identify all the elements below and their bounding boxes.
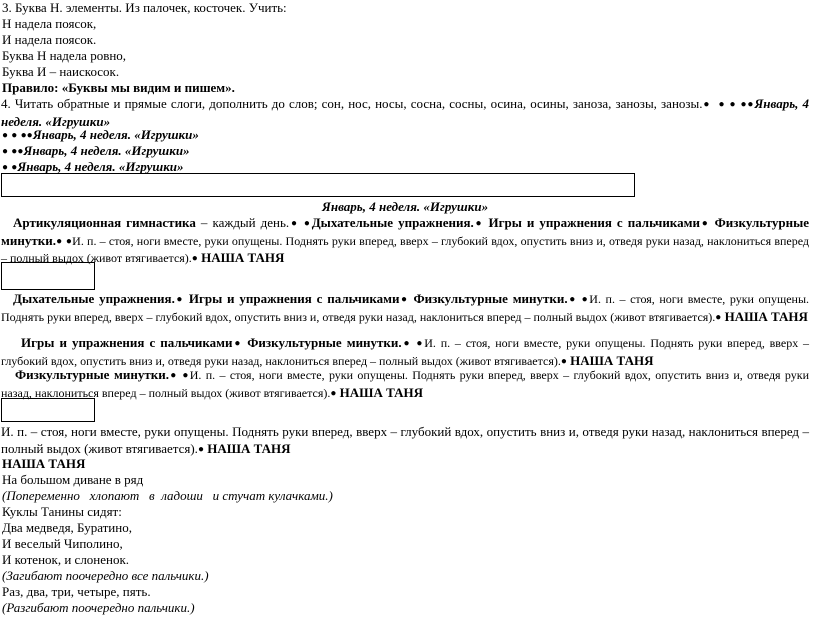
poem-line: (Разгибают поочередно пальчики.) — [2, 600, 195, 615]
breath-title: Дыхательные упражнения. — [311, 215, 474, 230]
poem-line: Раз, два, три, четыре, пять. — [2, 584, 151, 599]
bullet: ● — [747, 99, 755, 110]
poem-line: И котенок, и слоненок. — [2, 552, 130, 567]
exercise-paragraph — [1, 424, 809, 458]
bullet: ● — [303, 218, 312, 229]
poem-title-inline: НАША ТАНЯ — [201, 250, 285, 266]
poem-title-inline: НАША ТАНЯ — [570, 352, 654, 368]
empty-frame — [1, 173, 635, 197]
text-line: Н надела поясок, — [2, 16, 97, 31]
empty-frame — [1, 398, 95, 422]
heading-inline: Январь, 4 неделя. «Игрушки» — [1, 96, 810, 129]
exercise-text: И. п. – стоя, ноги вместе, руки опущены. Поднять руки вперед, вверх – глубокий вдох, опустить вниз и, отведя руки назад, наклониться вперед – полный выдох (живот втягивается). — [1, 292, 810, 324]
task4-text: 4. Читать обратные и прямые слоги, дополнить до слов; сон, нос, носы, сосна, сосны, осина, осины, заноза, занозы, занозы. — [1, 96, 703, 111]
fingers-title: Игры и упражнения с пальчиками — [21, 335, 233, 350]
bullet: ● — [729, 99, 737, 110]
poem-line: (Загибают поочередно все пальчики.) — [2, 568, 209, 583]
poem-line: И веселый Чиполино, — [2, 536, 123, 551]
bullet: ● — [174, 294, 185, 305]
bullet: ● — [567, 294, 577, 305]
bullet: ● — [473, 218, 484, 229]
bullet: ● — [197, 443, 204, 455]
breath-title: Дыхательные упражнения. — [13, 291, 175, 306]
text-line: Буква Н надела ровно, — [2, 48, 127, 63]
bullet: ● — [702, 99, 711, 110]
bullet: ● — [401, 338, 412, 349]
poem-title: НАША ТАНЯ — [2, 456, 86, 471]
heading-line — [2, 143, 190, 161]
bullet: ● — [168, 370, 178, 381]
artic-paragraph — [1, 215, 809, 268]
bullet: ● — [289, 218, 299, 229]
bullet: ● — [17, 146, 24, 157]
text-line: И надела поясок. — [2, 32, 97, 47]
exercise-text: И. п. – стоя, ноги вместе, руки опущены. Поднять руки вперед, вверх – глубокий вдох, опустить вниз и, отведя руки назад, наклониться вперед – полный выдох (живот втягивается). — [1, 424, 809, 456]
bullet: ● — [399, 294, 409, 305]
poem-line: (Попеременно хлопают в ладоши и стучат кулачками.) — [2, 488, 333, 503]
bullet: ● — [718, 99, 726, 110]
fingers-title: Игры и упражнения с пальчиками — [488, 215, 700, 230]
poem-title-inline: НАША ТАНЯ — [724, 308, 808, 324]
bullet: ● — [2, 162, 9, 173]
bullet: ● — [416, 338, 425, 349]
poem-line: На большом диване в ряд — [2, 472, 144, 487]
poem-title-inline: НАША ТАНЯ — [339, 384, 423, 400]
task4-paragraph — [1, 96, 809, 130]
bullet: ● — [26, 130, 33, 141]
phys-title: Физкультурные минутки. — [247, 335, 402, 350]
artic-rest: – каждый день. — [195, 215, 290, 230]
bullet: ● — [2, 146, 9, 157]
heading-center: Январь, 4 неделя. «Игрушки» — [321, 199, 489, 214]
text-line: 3. Буква Н. элементы. Из палочек, косточек. Учить: — [2, 0, 287, 15]
phys-paragraph — [1, 367, 809, 402]
bullet: ● — [232, 338, 243, 349]
fingers-title: Игры и упражнения с пальчиками — [188, 291, 400, 306]
breath-paragraph — [1, 291, 809, 326]
bullet: ● — [11, 162, 18, 173]
exercise-text: И. п. – стоя, ноги вместе, руки опущены. Поднять руки вперед, вверх – глубокий вдох, опустить вниз и, отведя руки назад, наклониться вперед – полный выдох (живот втягивается). — [1, 233, 810, 266]
heading-text: Январь, 4 неделя. «Игрушки» — [32, 127, 199, 142]
poem-line: Куклы Танины сидят: — [2, 504, 122, 519]
bullet: ● — [11, 146, 18, 157]
exercise-text: И. п. – стоя, ноги вместе, руки опущены. Поднять руки вперед, вверх – глубокий вдох, опустить вниз и, отведя руки назад, наклониться вперед – полный выдох (живот втягивается). — [1, 368, 810, 400]
fingers-paragraph — [1, 335, 809, 370]
bullet: ● — [20, 130, 27, 141]
exercise-text: И. п. – стоя, ноги вместе, руки опущены. Поднять руки вперед, вверх – глубокий вдох, опустить вниз и, отведя руки назад, наклониться вперед – полный выдох (живот втягивается). — [1, 336, 810, 368]
rule-line: Правило: «Буквы мы видим и пишем». — [2, 80, 235, 95]
bullet: ● — [182, 370, 190, 381]
bullet: ● — [55, 235, 63, 247]
empty-frame — [1, 262, 95, 290]
bullet: ● — [330, 387, 337, 399]
phys-title: Физкультурные минутки. — [1, 215, 810, 248]
bullet: ● — [2, 130, 9, 141]
text-line: Буква И – наискосок. — [2, 64, 120, 79]
bullet: ● — [581, 294, 590, 305]
poem-block — [2, 472, 333, 616]
poem-title-inline: НАША ТАНЯ — [207, 440, 291, 456]
bullet: ● — [699, 218, 710, 229]
heading-line — [2, 127, 199, 145]
phys-title: Физкультурные минутки. — [15, 367, 169, 382]
poem-line: Два медведя, Буратино, — [2, 520, 132, 535]
phys-title: Физкультурные минутки. — [413, 291, 568, 306]
bullet: ● — [740, 99, 748, 110]
artic-title: Артикуляционная гимнастика — [13, 215, 196, 230]
bullet: ● — [191, 253, 198, 265]
heading-text: Январь, 4 неделя. «Игрушки» — [23, 143, 190, 158]
heading-text: Январь, 4 неделя. «Игрушки» — [17, 159, 184, 174]
bullet: ● — [715, 311, 722, 323]
bullet: ● — [65, 235, 73, 247]
bullet: ● — [11, 130, 18, 141]
bullet: ● — [560, 355, 567, 367]
